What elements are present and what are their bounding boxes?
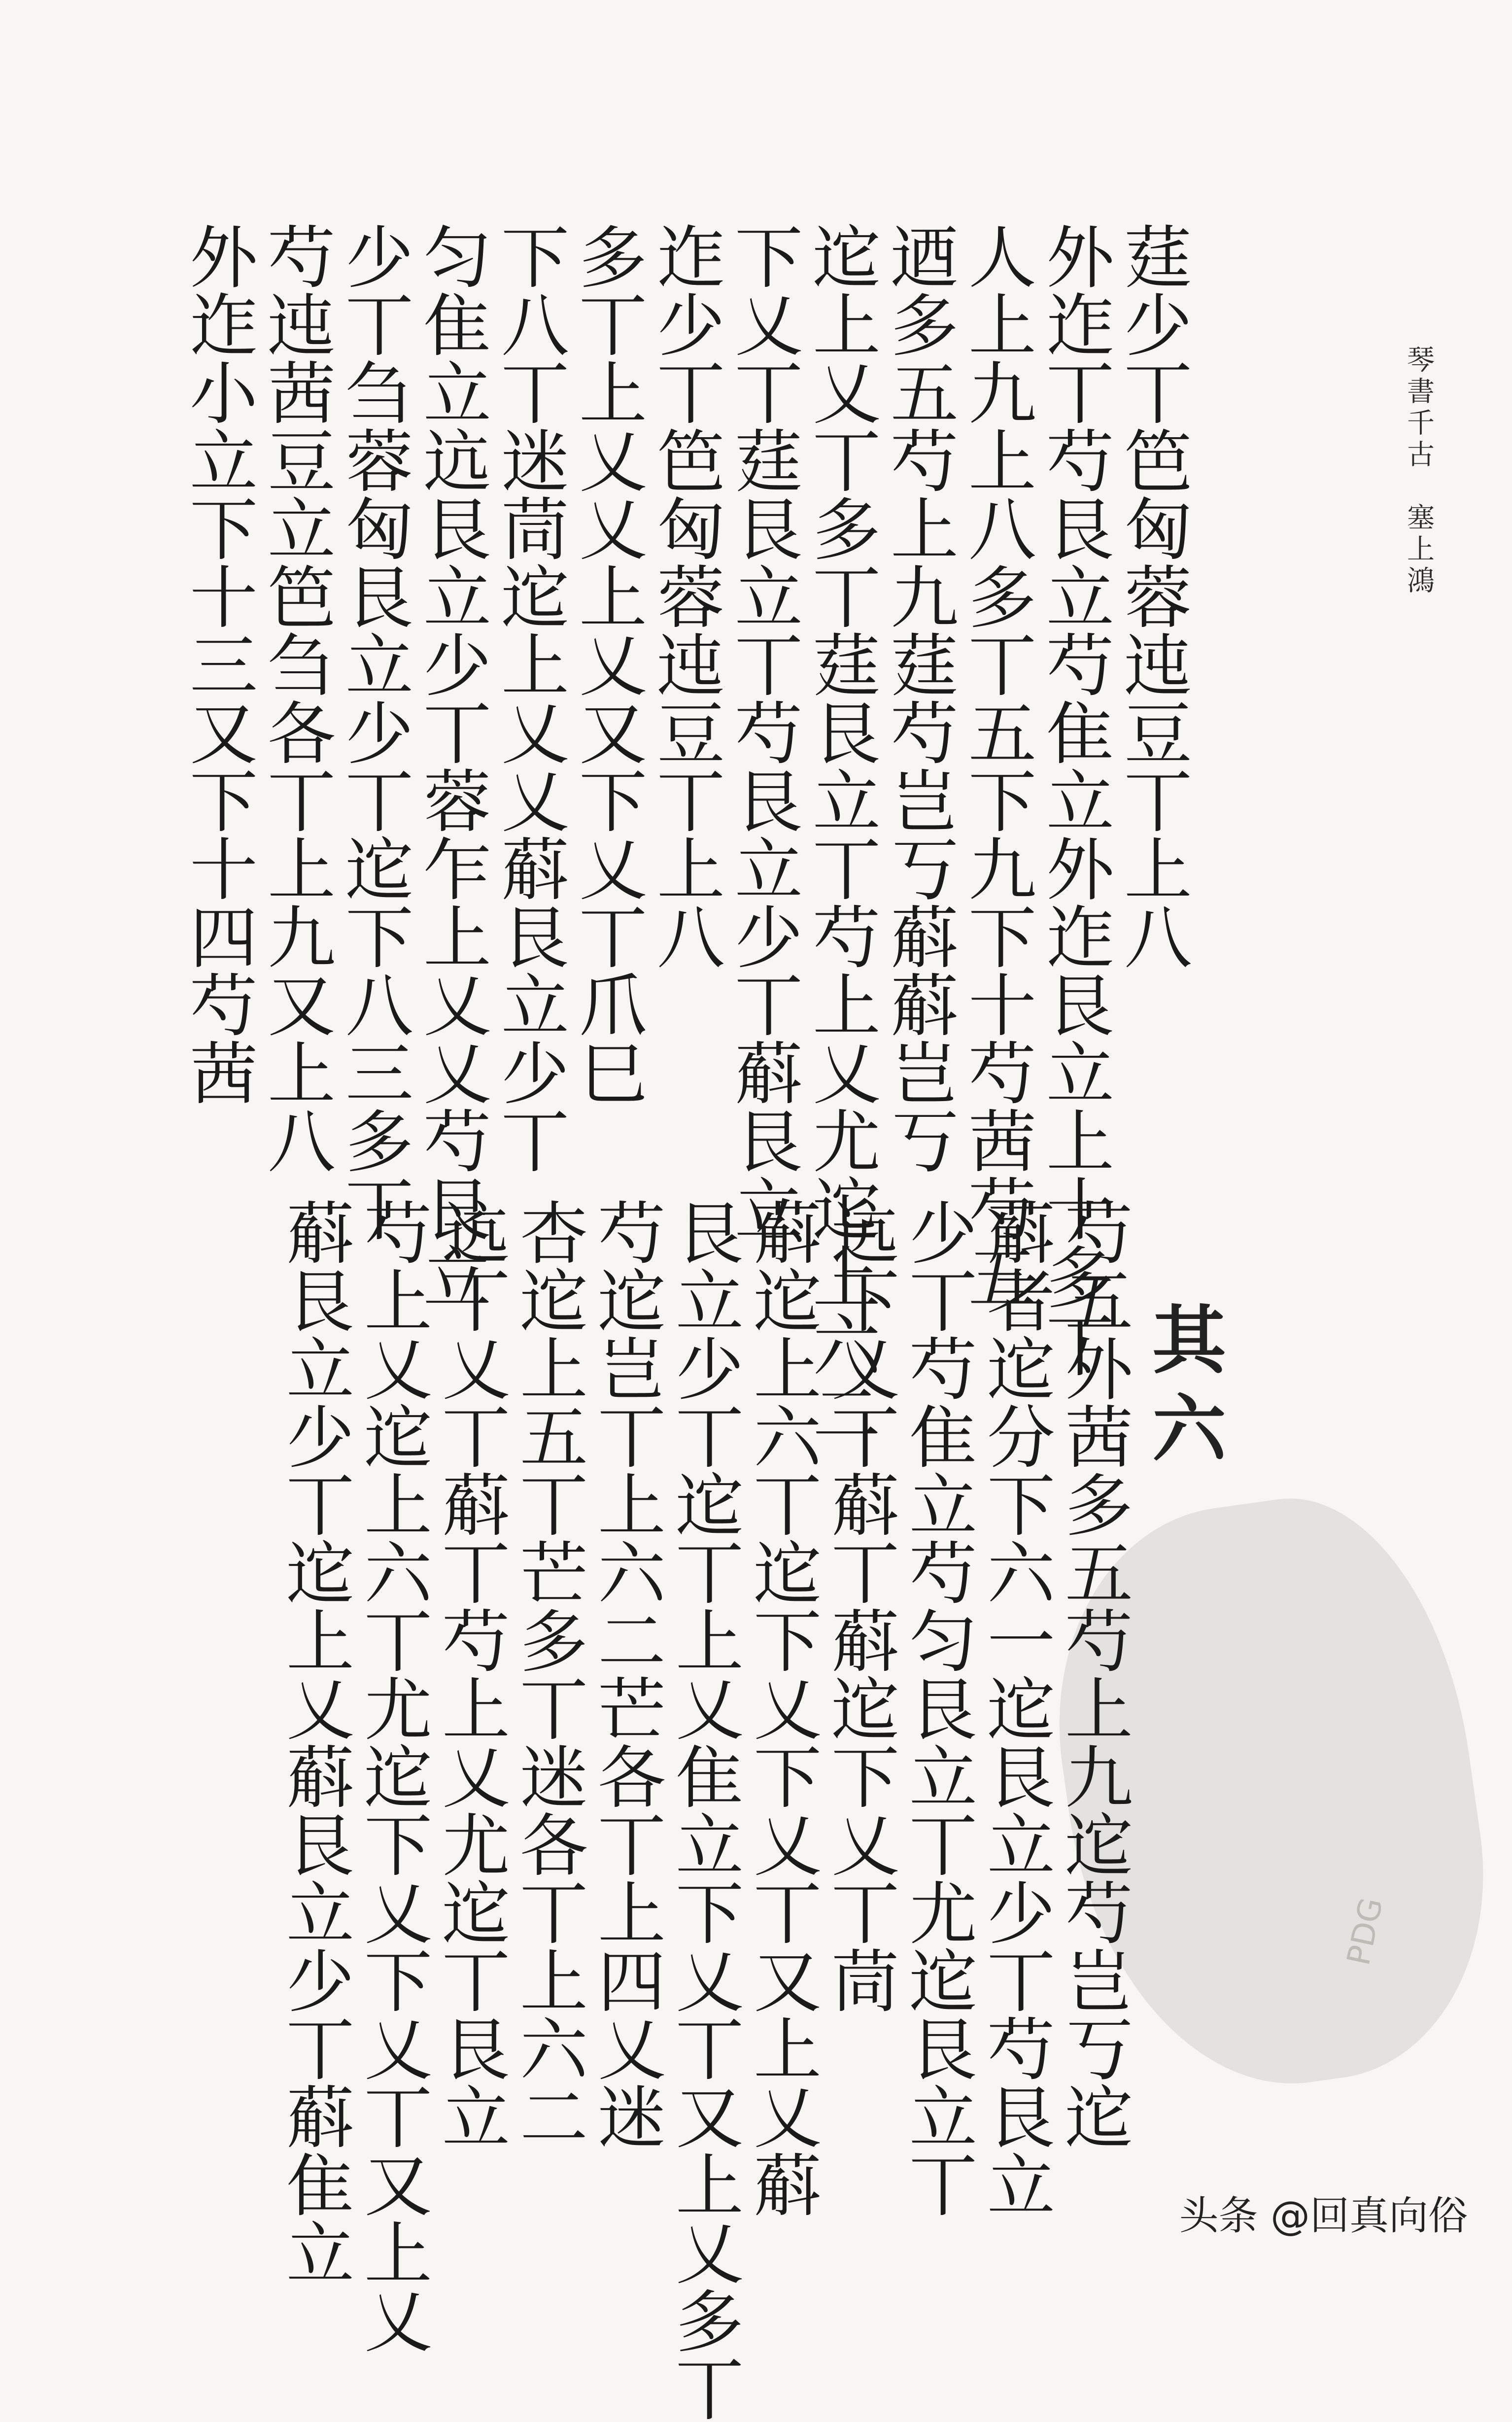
tablature-column: 芍上乂迱上六丅尤迱下乂下乂丅又上乂 — [353, 1198, 432, 2354]
tablature-column: 芍五外茜多五芍上九迱芍岂丂迱 — [1054, 1198, 1133, 2150]
tablature-column: 多丅上乂乂上乂又下乂丅爪巳 — [568, 222, 647, 1106]
upper-tablature-block — [178, 222, 1192, 1446]
watermark: 头条 @回真向俗 — [1179, 2193, 1468, 2239]
running-title: 琴書千古 塞上鴻 — [1403, 345, 1435, 597]
tablature-column: 下乂丅莛艮立丅芍艮立少丅蔛艮立 — [723, 222, 803, 1242]
tablature-column: 蔛者迱分下六一迱艮立少丅芍艮立 — [976, 1198, 1055, 2218]
tablature-column: 迒丅乂丅蔛丅芍上乂尤迱丅艮立 — [431, 1198, 510, 2150]
tablature-column: 迒下乂丅蔛丅蔛迱下乂丅茼 — [820, 1198, 899, 2014]
tablature-column: 匀隹立迒艮立少丅蓉乍上乂乂芍艮立 — [412, 222, 491, 1310]
tablature-column: 艮立少丅迱丅上乂隹立下乂丅又上乂多丅 — [664, 1198, 744, 2422]
section-title: 其六 — [1139, 1301, 1226, 1479]
tablature-column: 芍迍茜豆立笆刍各丅上九又上八 — [256, 222, 336, 1174]
tablature-column: 迺多五芍上九莛芍岂丂蔛蔛岂丂 — [879, 222, 959, 1174]
tablature-column: 少丅芍隹立芍匀艮立丅尤迱艮立丅 — [898, 1198, 977, 2218]
tablature-column: 下八丅迷茼迱上乂乂蔛艮立少丅 — [490, 222, 569, 1174]
tablature-column: 外迮小立下十三又下十四芍茜 — [178, 222, 258, 1106]
tablature-column: 莛少丅笆匈蓉迍豆丅上八 — [1113, 222, 1192, 970]
tablature-column: 少丅刍蓉匈艮立少丅迱下八三多丅 — [334, 222, 413, 1242]
tablature-column: 蔛迱上六丅迱下乂下乂丅又上乂蔛 — [742, 1198, 822, 2218]
tablature-column: 人上九上八多丅五下九下十芍茜芍五 — [957, 222, 1036, 1310]
tablature-column: 迮少丅笆匈蓉迍豆丅上八 — [646, 222, 725, 970]
tablature-column: 外迮丅芍艮立芍隹立外迮艮立上十多丅 — [1035, 222, 1114, 1378]
tablature-column: 芍迱岂丅上六二芒各丅上四乂迷 — [586, 1198, 666, 2150]
lower-tablature-block — [275, 1198, 1133, 2422]
tablature-column: 杏迱上五丅芒多丅迷各丅上六二 — [509, 1198, 588, 2150]
tablature-column: 蔛艮立少丅迱上乂蔛艮立少丅蔛隹立 — [275, 1198, 354, 2286]
tablature-column: 迱上乂丅多丅莛艮立丅芍上乂尤迱上六二 — [801, 222, 881, 1446]
stamp-label: PDG — [1340, 1895, 1390, 1969]
